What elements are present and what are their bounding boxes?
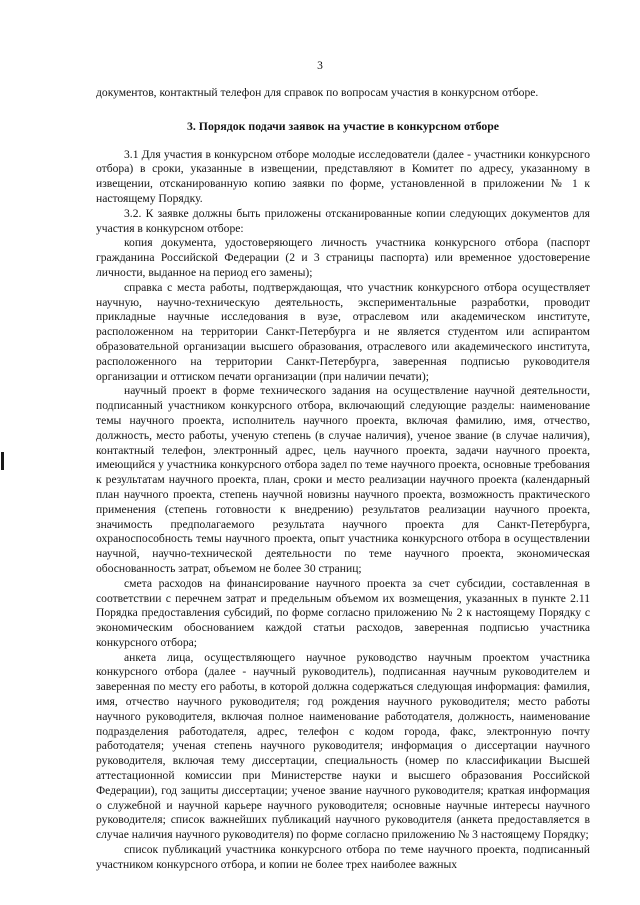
item-cost-estimate: смета расходов на финансирование научного проекта за счет субсидии, составленная в соответствии с перечнем затрат и предельным объемом их возмещения, указанных в пункте 2.11 Порядка предоставления субсидий, по форме согласно приложению № 2 к настоящему Порядку с экономическим обоснованием каждой статьи расходов, заверенная подписью участника конкурсного отбора; bbox=[96, 576, 590, 649]
paragraph-3-2: 3.2. К заявке должны быть приложены отсканированные копии следующих документов для участия в конкурсном отборе: bbox=[96, 206, 590, 235]
item-supervisor-questionnaire: анкета лица, осуществляющего научное руководство научным проектом участника конкурсного отбора (далее - научный руководитель), подписанная научным руководителем и заверенная по месту его работы, в которой должна содержаться следующая информация: фамилия, имя, отчество научного руководителя; год рождения научного руководителя; место работы научного руководителя, включая полное наименование работодателя, должность, наименование подразделения работодателя, адрес, телефон с кодом города, факс, электронную почту работодателя; ученая степень научного руководителя; информация о диссертации научного руководителя, включая тему диссертации, специальность (номер по классификации Высшей аттестационной комиссии при Министерстве науки и высшего образования Российской Федерации), год защиты диссертации; ученое звание научного руководителя; краткая информация о служебной и научной карьере научного руководителя; основные научные интересы научного руководителя; список важнейших публикаций научного руководителя (анкета предоставляется в случае наличия научного руководителя) по форме согласно приложению № 3 настоящему Порядку; bbox=[96, 650, 590, 842]
item-publications-list: список публикаций участника конкурсного отбора по теме научного проекта, подписанный участником конкурсного отбора, и копии не более трех наиболее важных bbox=[96, 843, 590, 871]
document-body bbox=[96, 86, 590, 873]
item-scientific-project: научный проект в форме технического задания на осуществление научной деятельности, подписанный участником конкурсного отбора, включающий следующие разделы: наименование темы научного проекта, исполнитель научного проекта, включая фамилию, имя, отчество, должность, место работы, ученую степень (в случае наличия), ученое звание (в случае наличия), контактный телефон, электронный адрес, цель научного проекта, задачи научного проекта, имеющийся у участника конкурсного отбора задел по теме научного проекта, основные требования к результатам научного проекта, план, сроки и место реализации научного проекта (календарный план научного проекта, степень научной новизны научного проекта, возможность практического применения (степень готовности к внедрению) результатов реализации научного проекта, значимость предполагаемого результата научного проекта для Санкт-Петербурга, охраноспособность темы научного проекта, опыт участника конкурсного отбора в осуществлении научной, научно-технической деятельности по теме научного проекта, экономическая обоснованность затрат, объемом не более 30 страниц; bbox=[96, 384, 590, 575]
section-heading: 3. Порядок подачи заявок на участие в конкурсном отборе bbox=[186, 118, 500, 133]
item-passport-copy: копия документа, удостоверяющего личность участника конкурсного отбора (паспорт гражданина Российской Федерации (2 и 3 страницы паспорта) или временное удостоверение личности, выданное на период его замены); bbox=[96, 236, 590, 279]
item-employment-certificate: справка с места работы, подтверждающая, что участник конкурсного отбора осуществляет научную, научно-техническую деятельность, экспериментальные разработки, проводит прикладные научные исследования в вузе, отраслевом или академическом институте, расположенном на территории Санкт-Петербурга и не является студентом или аспирантом образовательной организации высшего образования, отраслевого или академического института, расположенного на территории Санкт-Петербурга, заверенная подписью руководителя организации и оттиском печати организации (при наличии печати); bbox=[96, 280, 590, 383]
page-number: 3 bbox=[317, 60, 323, 72]
lead-line: документов, контактный телефон для справок по вопросам участия в конкурсном отборе. bbox=[96, 86, 539, 99]
scan-edge-mark bbox=[1, 452, 4, 470]
paragraph-3-1: 3.1 Для участия в конкурсном отборе молодые исследователи (далее - участники конкурсного отбора) в сроки, указанные в извещении, представляют в Комитет по адресу, указанному в извещении, отсканированную копию заявки по форме, установленной в приложении № 1 к настоящему Порядку. bbox=[96, 147, 590, 205]
